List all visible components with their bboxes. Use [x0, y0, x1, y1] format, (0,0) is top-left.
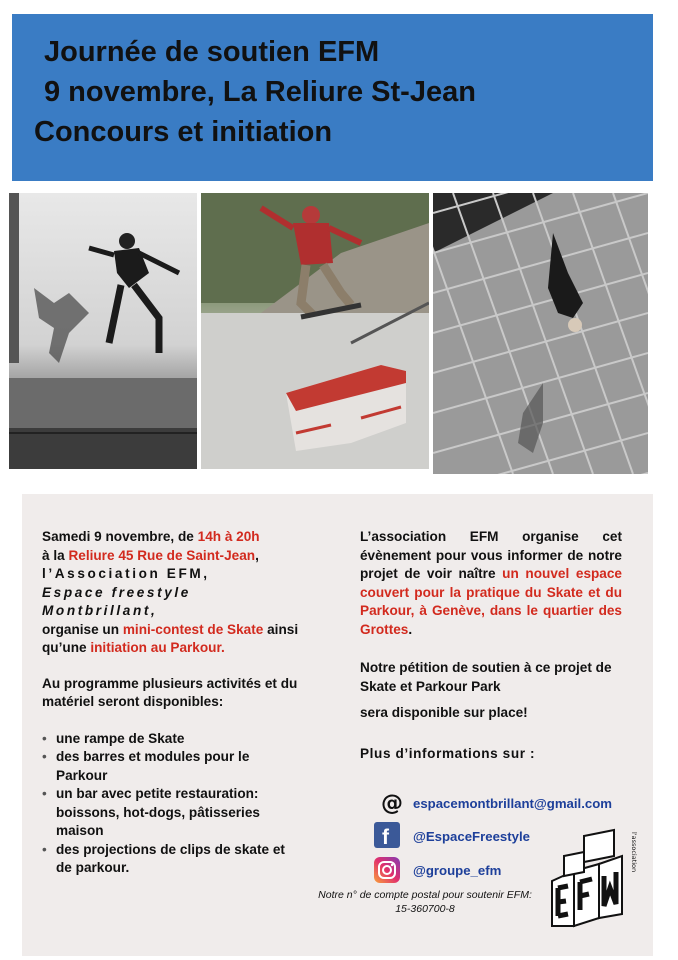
- svg-text:f: f: [382, 826, 389, 848]
- text-period: .: [408, 621, 413, 637]
- more-info-heading: Plus d’informations sur :: [360, 745, 536, 761]
- efm-logo: [544, 826, 640, 932]
- text-ainsi: ainsi qu’une: [42, 621, 299, 655]
- photo-parkour-flip: [433, 193, 648, 474]
- event-details: [42, 528, 304, 658]
- photo-parkour-jump: [9, 193, 197, 469]
- title-line-1: Journée de soutien EFM: [44, 36, 380, 68]
- mini-contest: mini-contest de Skate: [122, 621, 264, 637]
- activities-list: [42, 730, 304, 878]
- right-column: [360, 528, 622, 763]
- facebook-link[interactable]: @EspaceFreestyle: [413, 829, 530, 844]
- postal-account-note: [300, 888, 550, 916]
- instagram-icon[interactable]: [374, 857, 400, 888]
- association-name: l’Association EFM,: [42, 566, 210, 581]
- event-place: Reliure 45 Rue de Saint-Jean: [68, 547, 256, 563]
- title-banner: [12, 14, 653, 181]
- text-organise: organise un: [42, 621, 123, 637]
- left-column: [42, 528, 304, 878]
- list-item: • un bar avec petite restauration: boissons, hot-dogs, pâtisseries maison: [42, 785, 304, 841]
- list-item: • des projections de clips de skate et de parkour.: [42, 841, 304, 878]
- petition-availability: sera disponible sur place!: [360, 705, 528, 720]
- title-line-2: 9 novembre, La Reliure St-Jean: [44, 76, 476, 108]
- postal-account-number: 15-360700-8: [395, 903, 455, 915]
- title-line-3: Concours et initiation: [34, 116, 333, 148]
- text-purpose: L’association EFM organise cet évènement pour vous informer de notre projet de voir naître: [360, 529, 622, 581]
- espace-name: Espace freestyle Montbrillant,: [42, 584, 191, 618]
- event-time: 14h à 20h: [197, 529, 260, 544]
- text-at: à la: [42, 547, 69, 563]
- email-link[interactable]: espacemontbrillant@gmail.com: [413, 796, 612, 811]
- association-purpose: [360, 528, 622, 639]
- photo-skate-jump: [201, 193, 429, 469]
- text-comma: ,: [255, 547, 259, 563]
- list-item: • une rampe de Skate: [42, 730, 304, 749]
- logo-side-text: l'association: [630, 832, 638, 873]
- initiation-parkour: initiation au Parkour.: [90, 640, 225, 655]
- new-space-highlight: un nouvel espace couvert pour la pratique du Skate et du Parkour, à Genève, dans le quartier des Grottes: [360, 566, 622, 637]
- postal-account-label: Notre n° de compte postal pour soutenir EFM:: [318, 889, 532, 901]
- list-item: • des barres et modules pour le Parkour: [42, 748, 304, 785]
- programme-intro: Au programme plusieurs activités et du matériel seront disponibles:: [42, 675, 298, 709]
- text-date: Samedi 9 novembre, de: [42, 529, 198, 544]
- facebook-icon[interactable]: [374, 822, 400, 853]
- at-sign-icon: [380, 790, 404, 819]
- svg-text:@: @: [381, 791, 403, 814]
- instagram-link[interactable]: @groupe_efm: [413, 863, 502, 878]
- petition-text: Notre pétition de soutien à ce projet de Skate et Parkour Park: [360, 660, 612, 694]
